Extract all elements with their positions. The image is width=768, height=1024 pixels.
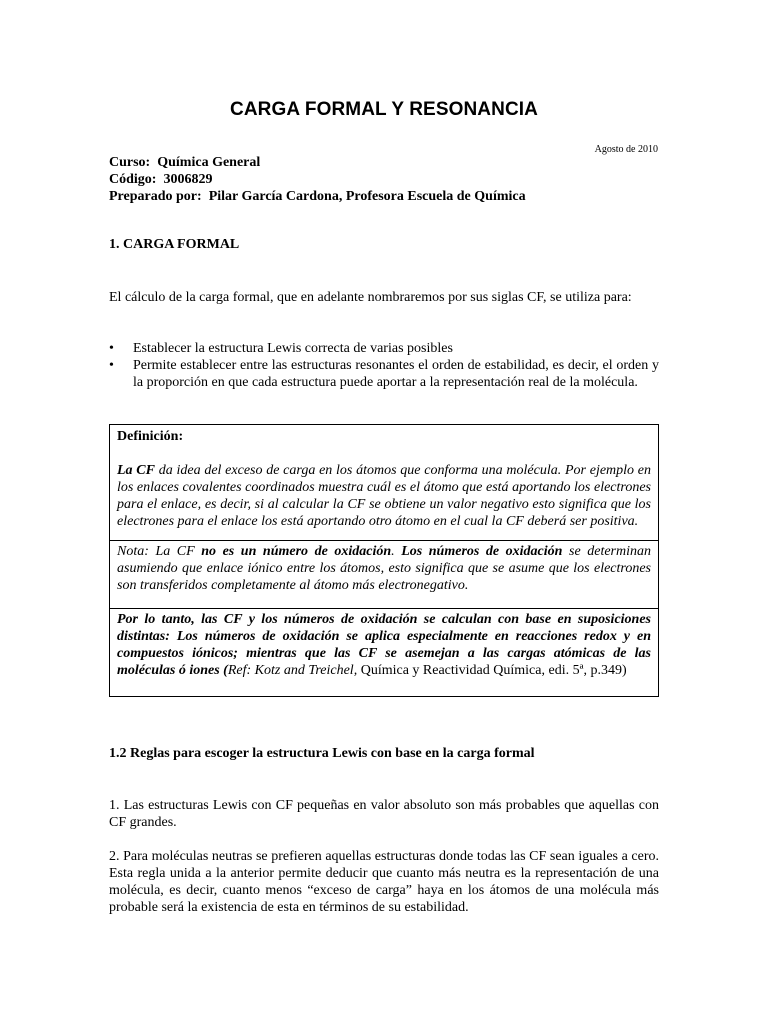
bullet-icon: •: [109, 341, 114, 356]
section1-heading: 1. CARGA FORMAL: [109, 237, 240, 252]
section2-heading: 1.2 Reglas para escoger la estructura Lewis con base en la carga formal: [109, 746, 535, 761]
list-item: [109, 340, 659, 357]
purpose-list: [109, 340, 659, 391]
definition-heading: Definición:: [117, 429, 184, 444]
rule-1: 1. Las estructuras Lewis con CF pequeñas en valor absoluto son más probables que aquellas con CF grandes.: [109, 798, 659, 830]
meta-curso: [109, 154, 526, 171]
codigo-value: 3006829: [163, 172, 213, 187]
preparado-label: Preparado por:: [109, 189, 202, 204]
document-date: Agosto de 2010: [594, 144, 658, 155]
conclusion-cell: [110, 608, 658, 696]
list-item: [109, 357, 659, 391]
conclusion-bold: Por lo tanto, las CF y los números de oxidación se calculan con base en suposiciones distintas: Los números de oxidación se aplica especialmente en reacciones redox y en compuestos iónicos; mientras que las CF se asemejan a las cargas atómicas de las moléculas ó iones (: [117, 612, 651, 678]
intro-paragraph: El cálculo de la carga formal, que en adelante nombraremos por sus siglas CF, se utiliza para:: [109, 290, 632, 305]
note-cell: [110, 540, 658, 608]
list-item-text: Permite establecer entre las estructuras resonantes el orden de estabilidad, es decir, el orden y la proporción en que cada estructura puede aportar a la representación real de la molécula.: [133, 358, 659, 390]
note-b: no es un número de oxidación: [201, 544, 392, 559]
definition-lead: La CF: [117, 463, 155, 478]
curso-value: Química General: [157, 155, 261, 170]
note-e: se determinan asumiendo que enlace iónico entre los átomos, esto significa que se asume que los electrones son transferidos completamente al átomo más electronegativo.: [117, 544, 651, 593]
definition-box: [109, 424, 659, 697]
preparado-value: Pilar García Cardona, Profesora Escuela de Química: [208, 189, 526, 204]
note-a: Nota: La CF: [117, 544, 202, 559]
meta-preparado: [109, 188, 526, 205]
list-item-text: Establecer la estructura Lewis correcta de varias posibles: [133, 341, 453, 356]
definition-cell: [110, 425, 658, 540]
meta-codigo: [109, 171, 526, 188]
document-meta: [109, 154, 526, 205]
bullet-icon: •: [109, 358, 114, 373]
definition-body: da idea del exceso de carga en los átomos que conforma una molécula. Por ejemplo en los enlaces covalentes coordinados muestra cuál es el átomo que está aportando los electrones para el enlace, es decir, si al calcular la CF se obtiene un valor negativo esto significa que los electrones para el enlace los está aportando otro átomo en el cual la CF deberá ser positiva.: [117, 463, 652, 529]
document-title: CARGA FORMAL Y RESONANCIA: [230, 99, 538, 120]
codigo-label: Código:: [109, 172, 157, 187]
curso-label: Curso:: [109, 155, 151, 170]
definition-text: [117, 462, 651, 530]
note-d: Los números de oxidación: [401, 544, 563, 559]
rule-2: 2. Para moléculas neutras se prefieren aquellas estructuras donde todas las CF sean iguales a cero. Esta regla unida a la anterior permite deducir que cuanto más neutra es la representación de una molécula, es decir, cuanto menos “exceso de carga” haya en los átomos de una molécula más probable será la existencia de esta en términos de su estabilidad.: [109, 849, 659, 915]
reference-tail: Química y Reactividad Química, edi. 5ª, p.349): [357, 663, 627, 678]
note-c: .: [391, 544, 402, 559]
reference-text: Ref: Kotz and Treichel,: [227, 663, 358, 678]
